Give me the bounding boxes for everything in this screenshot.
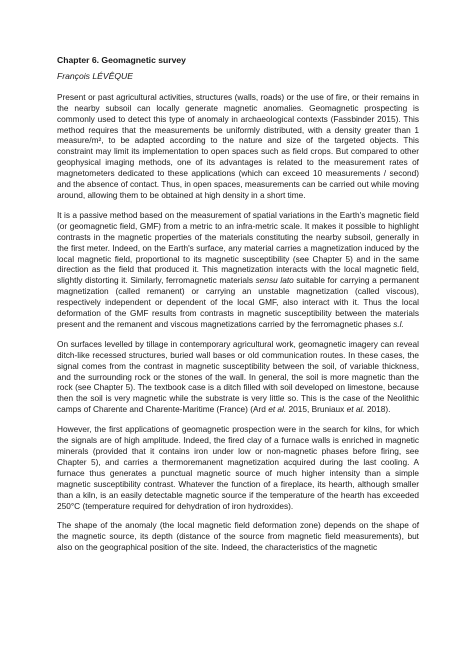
paragraph-text: The shape of the anomaly (the local magnetic field deformation zone) depends on the shape of the magnetic source, its depth (distance of the source from magnetic field measurements), but also on the geographical position of the site. Indeed, the characteristics of the magnetic bbox=[57, 520, 419, 553]
body-text bbox=[57, 92, 419, 553]
paragraph-text: Present or past agricultural activities, structures (walls, roads) or the use of fire, or their remains in the nearby subsoil can locally generate magnetic anomalies. Geomagnetic prospecting is commonly used to detect this type of anomaly in archaeological contexts (Fassbinder 2015). This method requires that the measurements be uniformly distributed, with a density greater than 1 measure/m², to be adapted according to the nature and size of the targeted objects. This constraint may limit its implementation to open spaces such as field crops. But compared to other geophysical imaging methods, one of its advantages is related to the measurement rates of magnetometers dedicated to these applications (which can exceed 10 measurements / second) and the absence of contact. Thus, in open spaces, measurements can be carried out while moving around, allowing them to be obtained at high density in a short time. bbox=[57, 91, 419, 200]
chapter-title: Chapter 6. Geomagnetic survey bbox=[57, 55, 186, 65]
paragraph-text: However, the first applications of geomagnetic prospection were in the search for kilns, for which the signals are of high amplitude. Indeed, the fired clay of a furnace walls is enriched in magnetic minerals (provided that it contains iron under low or non-magnetic phases before firing, see Chapter 5), and carries a thermoremanent magnetization acquired during the last cooling. A furnace thus generates a punctual magnetic source of much higher intensity than a simple magnetic susceptibility contrast. Whatever the function of a fireplace, its hearth, although smaller than a kiln, is an easily detectable magnetic source if the temperature of the hearth has exceeded 250°C (temperature required for dehydration of iron hydroxides). bbox=[57, 424, 419, 511]
paragraph bbox=[57, 339, 419, 415]
paragraph bbox=[57, 92, 419, 201]
paragraph bbox=[57, 520, 419, 553]
author-name: François LÉVÊQUE bbox=[57, 70, 133, 81]
italic-text: s.l. bbox=[393, 318, 404, 329]
paragraph bbox=[57, 424, 419, 511]
paragraph-text: 2018). bbox=[364, 404, 391, 415]
document-page bbox=[57, 55, 419, 562]
paragraph-text: On surfaces levelled by tillage in contemporary agricultural work, geomagnetic imagery can reveal ditch-like recessed structures, buried wall bases or old communication routes. In these cases, the signal comes from the contrast in magnetic susceptibility between the soil, of variable thickness, and the surrounding rock or the stones of the wall. In general, the soil is more magnetic than the rock (see Chapter 5). The textbook case is a ditch filled with soil developed on limestone, because then the soil is very magnetic while the substrate is very little so. This is the case of the Neolithic camps of Charente and Charente-Maritime (France) (Ard bbox=[57, 338, 419, 415]
paragraph-text: suitable for carrying a permanent magnetization (called remanent) or carrying an unstable magnetization (called viscous), respectively independent or dependent of the local GMF, also interact with it. Thus the local deformation of the GMF results from contrasts in magnetic susceptibility between the materials present and the remanent and viscous magnetizations carried by the ferromagnetic phases bbox=[57, 275, 420, 329]
paragraph-text: It is a passive method based on the measurement of spatial variations in the Earth's magnetic field (or geomagnetic field, GMF) from a metric to an infra-metric scale. It makes it possible to highlight contrasts in the magnetic properties of the materials constituting the nearby subsoil, generally in the first meter. Indeed, on the Earth's surface, any material carries a magnetization induced by the local magnetic field, proportional to its magnetic susceptibility (see Chapter 5) and in the same direction as the field that produced it. This magnetization interacts with the local magnetic field, slightly distorting it. Similarly, ferromagnetic materials bbox=[57, 209, 419, 286]
paragraph-text: 2015, Bruniaux bbox=[286, 404, 347, 415]
italic-text: et al. bbox=[346, 404, 365, 415]
italic-text: et al. bbox=[268, 404, 287, 415]
paragraph bbox=[57, 210, 419, 330]
italic-text: sensu lato bbox=[255, 275, 294, 286]
